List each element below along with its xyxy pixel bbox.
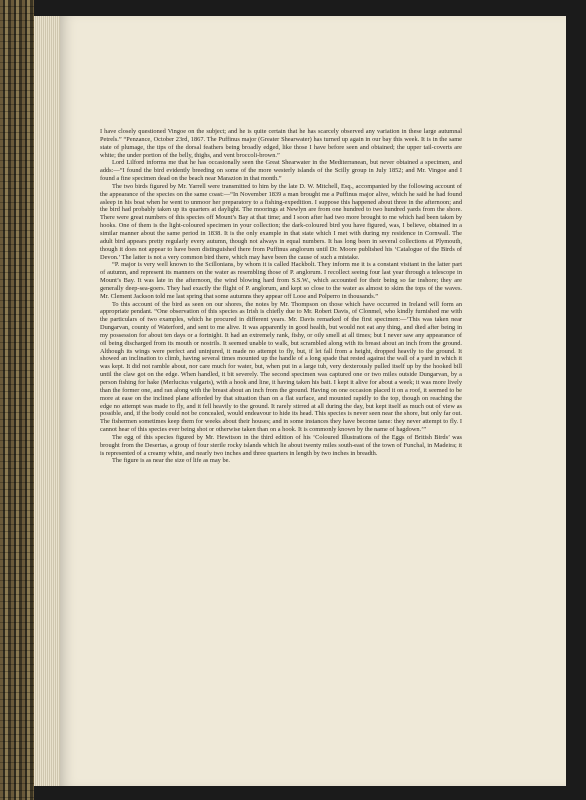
book-spine-edge — [0, 0, 34, 800]
paragraph-2: Lord Lilford informs me that he has occasionally seen the Great Shearwater in the Mediterranean, but never obtained a specimen, and adds:—“I found the bird evidently breeding on some of the more westerly islands of the Scilly group in July 1852; and Mr. Vingoe and I found a fine specimen dead on the beach near Marazion in that month.” — [100, 159, 462, 183]
paragraph-6: The egg of this species figured by Mr. Hewitson in the third edition of his ‘Coloured Illustrations of the Eggs of British Birds’ was brought from the Desertas, a group of four sterile rocky islands which lie about twenty miles south-east of the town of Funchal, in Madeira; it is represented of a creamy white, and nearly two inches and three quarters in length by two inches in breadth. — [100, 433, 462, 457]
paragraph-7: The figure is as near the size of life as may be. — [112, 457, 231, 465]
paragraph-5: To this account of the bird as seen on our shores, the notes by Mr. Thompson on those which have occurred in Ireland will form an appropriate pendant. “One observation of this species as Irish is chiefly due to Mr. Robert Davis, of Clonmel, who kindly furnished me with the particulars of two examples, which he procured in different years. Mr. Davis remarked of the first specimen:—‘This was taken near Dungarvan, county of Waterford, and sent to me alive. It was apparently in good health, but would not eat any thing, and died after being in my possession for about ten days or a fortnight. It had an extremely rank, fishy, or oily smell at all times; but I never saw any appearance of oil being discharged from its mouth or nostrils. It seemed unable to walk, but scrambled along with its breast about an inch from the ground. Although its wings were perfect and uninjured, it made no attempt to fly, but, if let fall from a height, dropped heavily to the ground. It showed an inclination to climb, having several times mounted up the handle of a long spade that rested against the wall of a yard in which it was kept. It did not ramble about, nor care much for water, but, when put in a large tub, very dexterously pulled itself up by the hooked bill until the claw got on the edge. When handled, it bit severely. The second specimen was captured one or two miles outside Dungarvan, by a person fishing for hake (Merlucius vulgaris), with a hook and line, it having taken his bait. I kept it alive for about a week; it was more lively than the former one, and ran along with the breast about an inch from the ground. Having on one occasion placed it on a roof, it seemed to be more at ease on the inclined plane afforded by that situation than on a flat surface, and mounted rapidly to the top, though on reaching the edge no attempt was made to fly, and it fell heavily to the ground. It rarely stirred at all during the day, but kept itself as much out of view as possible, and, if the body could not be concealed, would endeavour to hide its head. This species is never seen near the shore, but only far out. The fishermen sometimes keep them for weeks about their houses; and in some instances they have become tame: they never attempt to fly. I cannot hear of this species ever being shot or otherwise taken than on a hook. It is commonly known by the name of hagdown.’” — [100, 300, 462, 434]
paragraph-1: I have closely questioned Vingoe on the subject; and he is quite certain that he has scarcely observed any variation in these large autumnal Petrels.” “Penzance, October 23rd, 1867. The Puffinus major (Greater Shearwater) has turned up again in our bay this week. It is in the same state of plumage, the tips of the dorsal feathers being broadly edged, like those I have before seen and obtained; the upper tail-coverts are white; the under portion of the belly, thighs, and vent broccoli-brown.” — [100, 128, 462, 159]
paragraph-4: “P. major is very well known to the Scillonians, by whom it is called Hackbolt. They inform me it is a constant visitant in the latter part of autumn, and represent its manners on the water as resembling those of P. anglorum. I recollect seeing four last year through a telescope in Mount’s Bay. It was late in the afternoon, the wind blowing hard from S.S.W., which accounted for their being so far inshore; they are generally deep-sea-goers. They had exactly the flight of P. anglorum, and kept so close to the water as almost to skim the tops of the waves. Mr. Clement Jackson told me last spring that some autumns they appear off Looe and Polperro in thousands.” — [100, 261, 462, 300]
body-text — [100, 128, 462, 465]
paragraph-3: The two birds figured by Mr. Yarrell were transmitted to him by the late D. W. Mitchell, Esq., accompanied by the following account of the appearance of the species on the same coast:—“In November 1839 a man brought me a Puffinus major alive, which he said he had found asleep in his boat when he went to unmoor her preparatory to a fishing-expedition. I suppose this happened about three in the afternoon; and the bird had probably taken up its quarters at daylight. The moorings at Newlyn are from one hundred to two hundred yards from the shore. There were great numbers of this species off Mount’s Bay at that time; and I soon after had two more brought to me which had been taken by hooks. One of them is the light-coloured specimen in your collection; the dark-coloured bird you have figured, was, I believe, obtained in a similar manner about the same period in 1838. It is the only example in that state which I met with during my residence in Cornwall. The adult bird appears pretty regularly every autumn, though not always in equal numbers. It has long been in several collections at Plymouth, though it does not appear to have been distinguished there from Puffinus anglorum until Dr. Moore published his ‘Catalogue of the Birds of Devon.’ The latter is not a very common bird there, which may have been the cause of such a mistake. — [100, 182, 462, 261]
page-stack-edge — [34, 16, 60, 786]
